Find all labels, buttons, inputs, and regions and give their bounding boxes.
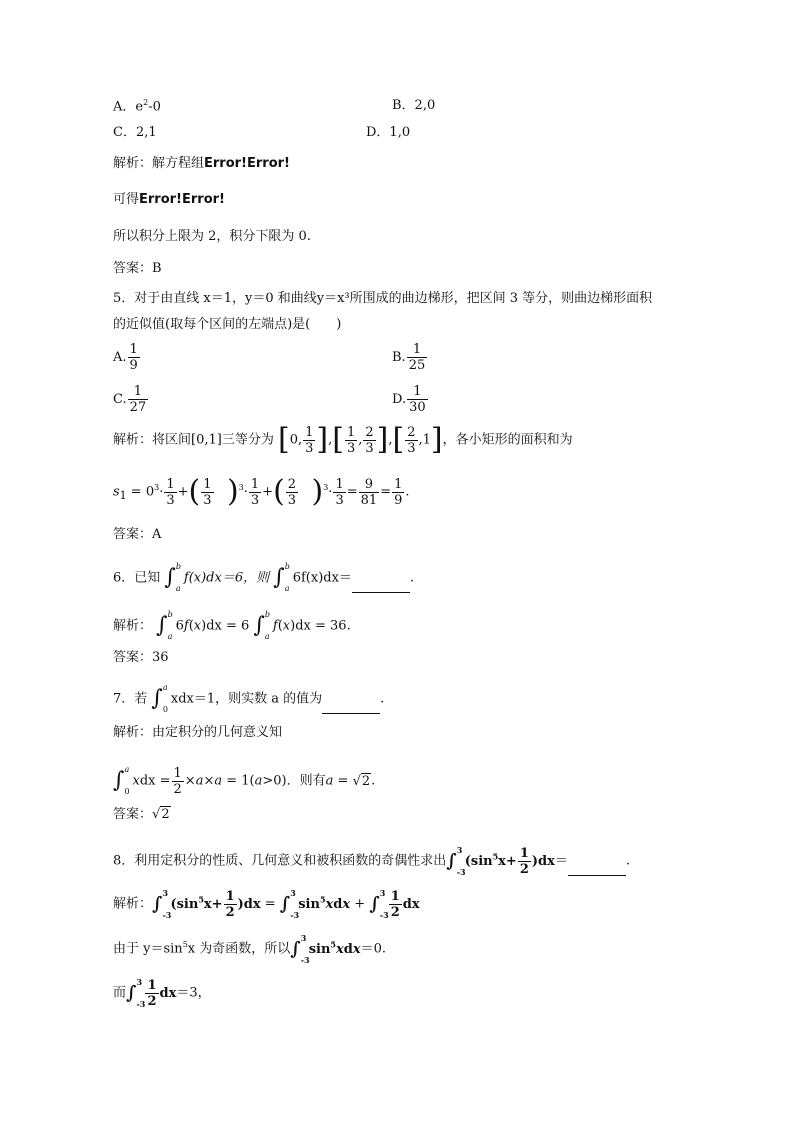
q7-answer-label: 答案： (113, 807, 153, 822)
q4-option-b: B．2,0 (392, 98, 436, 113)
q8-odd-post: ＝0. (360, 941, 387, 957)
q8-odd: 由于 $y=\sin^5x$ 为奇函数，所以∫ 3 -3 $\sin^5xdx=0$. (113, 933, 387, 965)
q7-stem-post: xdx＝1，则实数 a 的值为 (170, 691, 323, 707)
q7-answer: 答案：√2 (113, 807, 170, 822)
q8-odd-mid: x 为奇函数，所以 (187, 941, 291, 957)
q4-kede-text: 可得 (113, 192, 140, 207)
q5-stem-line1: 5．对于由直线 x＝1，y＝0 和曲线y＝x³所围成的曲边梯形，把区间 3 等分，则曲边梯形面积 (113, 291, 653, 306)
q5-option-c (113, 385, 149, 414)
q5-option-d-label: D. (392, 392, 407, 407)
q6-answer-blank[interactable] (352, 579, 410, 593)
q7-stem: 7．若 ∫ a 0 xdx＝1，则实数 a 的值为 . (113, 683, 385, 714)
q5-option-c-den: 27 (129, 400, 147, 415)
q4-jiexi (113, 157, 290, 170)
q4-option-c: C．2,1 (113, 125, 157, 140)
q4-option-a-tail: -0 (148, 99, 161, 115)
q8-stem-text: 8．利用定积分的性质、几何意义和被积函数的奇偶性求出 (113, 853, 447, 869)
q7-then: ．则有 (286, 773, 326, 789)
q4-option-a-sup: 2 (143, 98, 149, 107)
q4-kede (113, 193, 225, 206)
q7-stem-pre: 7．若 (113, 691, 148, 707)
q5-sum-formula: $s_1 = 0^3\cdot$ $\frac{1}{3}$ +( $\frac{1}{3}$ )$^3$· $\frac{1}{3}$ +( $\frac{2}{3}$ )$^3$· $\frac{1}{3}$ = $\frac{9}{81}$ = $\frac{1}{9}$ . (113, 474, 410, 509)
q5-jiexi-text: 解析：将区间[0,1]三等分为 (113, 432, 274, 448)
q5-option-d (392, 385, 429, 414)
q4-error-2: Error!Error! (139, 192, 225, 207)
q8-jiexi-text: 解析： (113, 896, 153, 912)
q5-jiexi-tail: ，各小矩形的面积和为 (442, 432, 573, 448)
q4-error-1: Error!Error! (204, 156, 290, 171)
q5-answer: 答案：A (113, 527, 162, 542)
q5-stem-line2: 的近似值(取每个区间的左端点)是( ) (113, 317, 342, 332)
q6-jiexi: 解析： ∫ b a 6f(x)dx = 6 ∫ b a f(x)dx = 36. (113, 610, 351, 641)
q8-jiexi: 解析：∫ 3 -3 ($\sin^5x+$ $\frac{1}{2}$ )dx = ∫ 3 -3 $\sin^5xdx$ + ∫ 3 -3 $\frac{1}{2}$ dx (113, 888, 420, 920)
q6-stem-mid: f(x)dx＝6，则 (183, 570, 270, 586)
q5-option-d-num: 1 (413, 384, 422, 399)
q5-option-b (392, 343, 428, 372)
q8-stem: 8．利用定积分的性质、几何意义和被积函数的奇偶性求出∫ 3 -3 ($\sin^5x+$ $\frac{1}{2}$ )dx＝ . (113, 845, 631, 877)
q6-answer: 答案：36 (113, 650, 169, 665)
q7-answer-blank[interactable] (322, 700, 380, 714)
q5-option-b-den: 25 (408, 358, 426, 373)
q5-option-b-label: B. (392, 350, 406, 365)
q5-option-d-den: 30 (409, 400, 426, 415)
q5-option-b-num: 1 (412, 342, 422, 357)
q4-answer: 答案：B (113, 261, 162, 276)
q5-option-c-num: 1 (133, 384, 143, 399)
q8-er: 而∫ 3 -3 $\frac{1}{2}$ dx＝3， (113, 977, 211, 1009)
q4-option-a (113, 99, 161, 113)
q4-limits: 所以积分上限为 2，积分下限为 0. (113, 229, 311, 244)
q5-option-a-den: 9 (129, 358, 138, 373)
q7-formula: ∫ a 0 xdx = $\frac{1}{2}$ ×a×a = 1(a>0)．则有a = √2. (113, 765, 376, 797)
q7-jiexi: 解析：由定积分的几何意义知 (113, 725, 283, 740)
q5-option-a-label: A. (113, 350, 127, 365)
q8-odd-pre: 由于 y＝sin (113, 941, 183, 957)
q6-stem-pre: 6．已知 (113, 570, 161, 586)
q5-s1: s (113, 484, 120, 500)
q6-stem: 6．已知 ∫ b a f(x)dx＝6，则 ∫ b a 6f(x)dx＝ . (113, 562, 415, 593)
q4-option-d: D．1,0 (366, 125, 411, 140)
q6-jiexi-text: 解析： (113, 618, 153, 634)
q5-option-a-num: 1 (129, 342, 138, 357)
q4-jiexi-text: 解析：解方程组 (113, 156, 205, 171)
q8-answer-blank[interactable] (568, 862, 626, 876)
q8-er-post: ＝3， (176, 985, 211, 1001)
q5-option-a (113, 343, 141, 372)
q8-er-text: 而 (113, 985, 127, 1001)
q5-jiexi: 解析：将区间[0,1]三等分为 [0, $\frac{1}{3}$ ],[ $\frac{1}{3}$ , $\frac{2}{3}$ ],[ $\frac{2}{3}$ ,1]，各小矩形的面积和为 (113, 422, 573, 457)
q5-option-c-label: C. (113, 392, 127, 407)
q4-option-a-label: A．e (113, 99, 144, 115)
q6-stem-post: 6f(x)dx＝ (292, 570, 352, 586)
